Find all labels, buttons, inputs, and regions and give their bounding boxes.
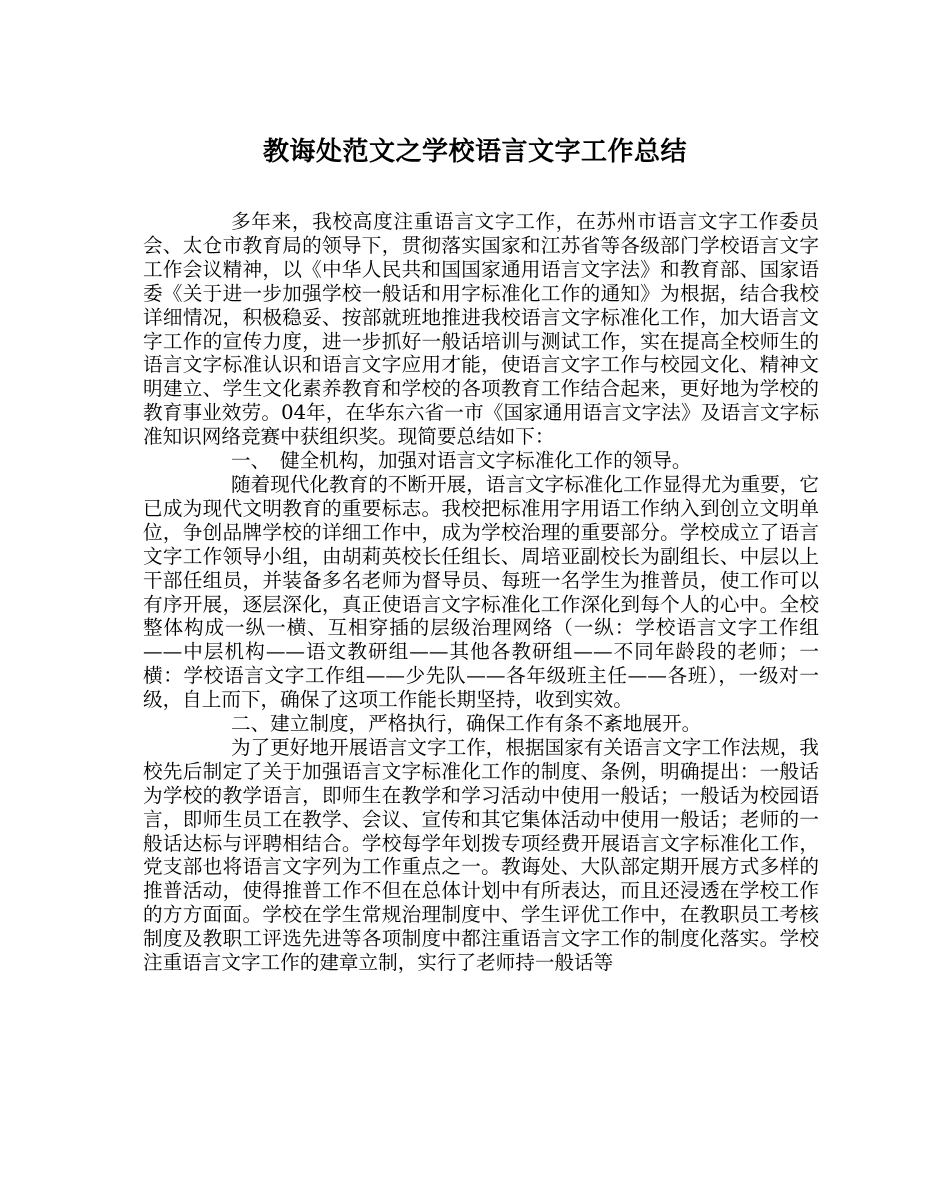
section-heading-1: 一、 健全机构，加强对语言文字标准化工作的领导。 <box>231 449 692 473</box>
document-body <box>143 210 819 975</box>
paragraph-section-2: 为了更好地开展语言文字工作，根据国家有关语言文字工作法规，我校先后制定了关于加强语言文字标准化工作的制度、条例，明确提出：一般话为学校的教学语言，即师生在教学和学习活动中使用一般话；一般话为校园语言，即师生员工在教学、会议、宣传和其它集体活动中使用一般话；老师的一般话达标与评聘相结合。学校每学年划拨专项经费开展语言文字标准化工作，党支部也将语言文字列为工作重点之一。教诲处、大队部定期开展方式多样的推普活动，使得推普工作不但在总体计划中有所表达，而且还浸透在学校工作的方方面面。学校在学生常规治理制度中、学生评优工作中，在教职员工考核制度及教职工评选先进等各项制度中都注重语言文字工作的制度化落实。学校注重语言文字工作的建章立制，实行了老师持一般话等 <box>143 735 819 975</box>
document-title: 教诲处范文之学校语言文字工作总结 <box>262 137 687 167</box>
paragraph-section-1: 随着现代化教育的不断开展，语言文字标准化工作显得尤为重要，它已成为现代文明教育的重要标志。我校把标准用字用语工作纳入到创立文明单位，争创品牌学校的详细工作中，成为学校治理的重要部分。学校成立了语言文字工作领导小组，由胡莉英校长任组长、周培亚副校长为副组长、中层以上干部任组员，并装备多名老师为督导员、每班一名学生为推普员，使工作可以有序开展，逐层深化，真正使语言文字标准化工作深化到每个人的心中。全校整体构成一纵一横、互相穿插的层级治理网络（一纵：学校语言文字工作组——中层机构——语文教研组——其他各教研组——不同年龄段的老师；一横：学校语言文字工作组——少先队——各年级班主任——各班），一级对一级，自上而下，确保了这项工作能长期坚持，收到实效。 <box>143 472 819 712</box>
paragraph-intro: 多年来，我校高度注重语言文字工作，在苏州市语言文字工作委员会、太仓市教育局的领导下，贯彻落实国家和江苏省等各级部门学校语言文字工作会议精神，以《中华人民共和国国家通用语言文字法》和教育部、国家语委《关于进一步加强学校一般话和用字标准化工作的通知》为根据，结合我校详细情况，积极稳妥、按部就班地推进我校语言文字标准化工作，加大语言文字工作的宣传力度，进一步抓好一般话培训与测试工作，实在提高全校师生的语言文字标准认识和语言文字应用才能，使语言文字工作与校园文化、精神文明建立、学生文化素养教育和学校的各项教育工作结合起来，更好地为学校的教育事业效劳。04年，在华东六省一市《国家通用语言文字法》及语言文字标准知识网络竞赛中获组织奖。现简要总结如下： <box>143 210 819 449</box>
section-heading-2: 二、建立制度，严格执行，确保工作有条不紊地展开。 <box>231 712 702 736</box>
